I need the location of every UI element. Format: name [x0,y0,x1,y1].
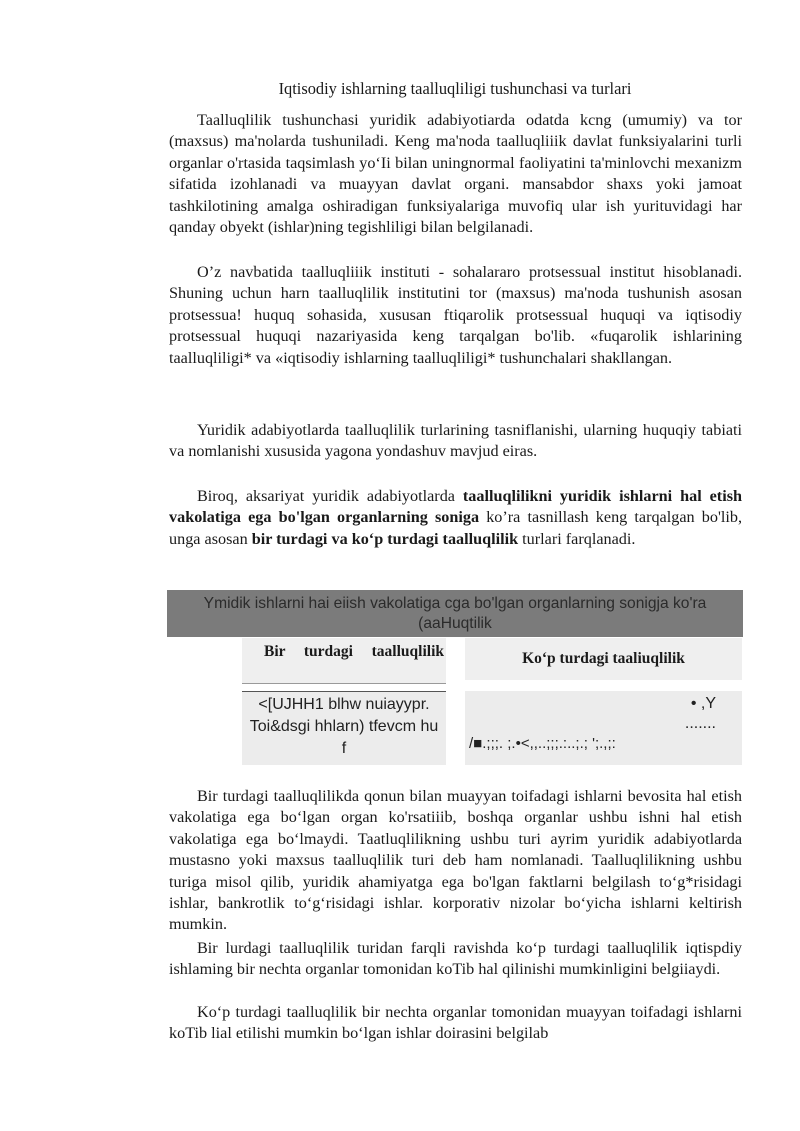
diagram-box-single-type-title [242,638,446,684]
paragraph-multi-type-contrast: Bir lurdagi taalluqlilik turidan farqli ravishda ko‘p turdagi taalluqlilik iqtispdiy ishlaming bir nechta organlar tomonidan koTib hal qilinishi mumkinligini belgiiaydi. [169,939,742,979]
paragraph-classification: Yuridik adabiyotlarda taalluqlilik turlarining tasniflanishi, ularning huquqiy tabiati va nomlanishi xususida yagona yondashuv mavjud eiras. [169,421,742,461]
diagram-header: Ymidik ishlarni hai eiish vakolatiga cga bo'lgan organlarning sonigja ko'ra (aaHuqtilik [167,590,743,637]
paragraph-types [169,486,742,550]
single-type-title: Bir turdagi taalluqlilik [264,643,444,660]
paragraph-multi-type: Ko‘p turdagi taalluqlilik bir nechta organlar tomonidan muayyan toifadagi ishlarni koTib lial etilishi mumkin bo‘lgan ishlar doirasini belgilab [169,1003,742,1043]
bold-run: taalluqlilikni yuridik ishlarni hal etish vakolatiga ega bo'lgan organlarning soniga [169,487,742,527]
page-title: Iqtisodiy ishlarning taalluqliligi tushunchasi va turlari [278,79,632,98]
multi-type-title: Ko‘p turdagi taaliuqlilik [522,650,685,667]
paragraph-definition: Taalluqlilik tushunchasi yuridik adabiyotiarda odatda kcng (umumiy) va tor (maxsus) ma'nolarda tushuniladi. Keng ma'noda taalluqliiik davlat funksiyalarini turli organlar o'rtasida taqsimlash yo‘Ii bilan uningnormal faoliyatini ta'minlovchi mexanizm sifatida izohlanadi va muayyan davlat organi. mansabdor shaxs yoki jamoat tashkilotining amalga oshiradigan funksiyalariga muvofiq ular ish yurituvidagi har qanday obyekt (ishlar)ning tegishliligi bilan belgilanadi. [169,111,742,237]
multi-type-body-line: • ,Y [690,695,716,712]
text-run: ko’ra tasnillash keng tarqalgan bo'lib, unga asosan [169,508,742,548]
paragraph-single-type: Bir turdagi taalluqlilikda qonun bilan muayyan toifadagi ishlarni bevosita hal etish vakolatiga ega bo‘lgan organ ko'rsatiiib, boshqa organlar ushbu ishni hal etish vakolatiga ega bo‘lmaydi. Taatluqlilikning ushbu turi ayrim yuridik adabiyotlarda mustasno yoki maxsus taalluqlilik turi deb ham nomlanadi. Taalluqlilikning ushbu turiga misol qilib, yuridik ahamiyatga ega bo'lgan faktlarni belgilash to‘g*risidagi ishlar, bankrotlik to‘g‘risidagi ishlar. korporativ nizolar bo‘yicha ishlarni keltirish mumkin. [169,787,742,934]
multi-type-body-line: /■.;;;. ;.•<,,..;;;.:..;.; ';.,;: [469,735,616,752]
diagram-box-multi-type-title [465,638,742,680]
text-run: turlari farqlanadi. [518,529,636,548]
diagram-box-multi-type-body [465,691,742,765]
multi-type-body-line: ....... [684,715,716,732]
diagram-box-single-type-body [242,691,446,765]
single-type-body: <[UJHH1 blhw nuiayypr. Toi&dsgi hhlarn) tfevcm hu f [249,696,439,757]
text-run: Biroq, aksariyat yuridik adabiyotlarda [197,487,463,505]
bold-run: bir turdagi va ko‘p turdagi taalluqlilik [251,529,519,548]
paragraph-institute: O’z navbatida taalluqliiik instituti - sohalararo protsessual institut hisoblanadi. Shuning uchun harn taalluqlilik institutini tor (maxsus) ma'noda tushunish asosan protsessua! huquq sohasida, xususan ftiqarolik protsessual huquqi va iqtisodiy protsessual huquqi nazariyasida keng tarqalgan bo'lib. «fuqarolik ishlarining taalluqliligi* va «iqtisodiy ishlarning taalluqliligi* tushunchalari shakllangan. [169,263,742,367]
